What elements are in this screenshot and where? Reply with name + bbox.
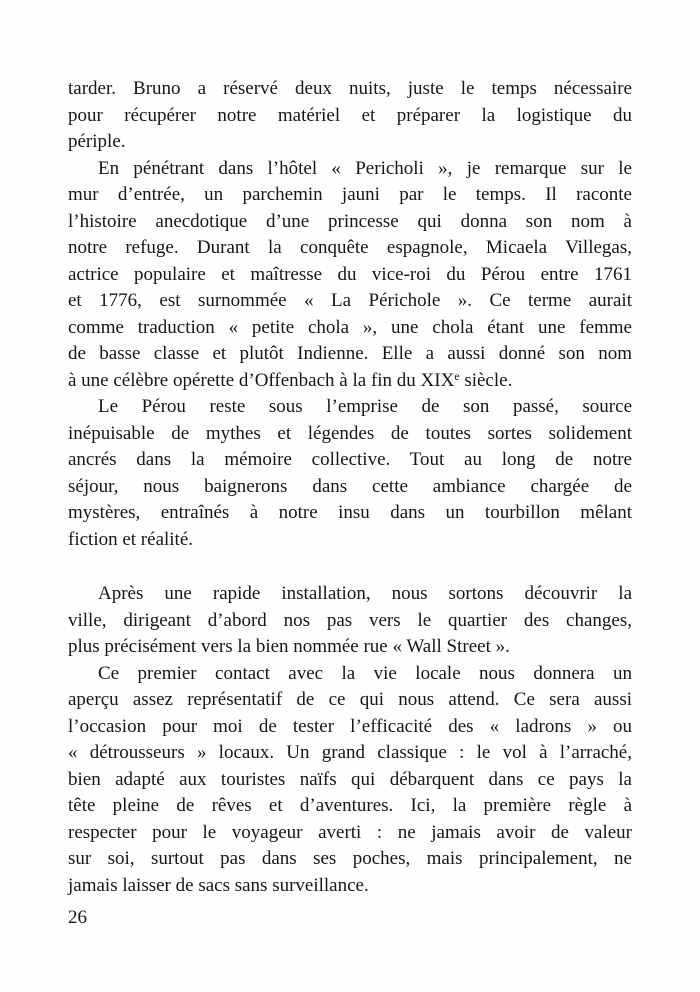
superscript-e: e [454, 370, 460, 384]
text-line: séjour, nous baignerons dans cette ambiance chargée de [68, 475, 632, 497]
text-line: aperçu assez représentatif de ce qui nous attend. Ce sera aussi [68, 689, 632, 710]
text-line: tarder. Bruno a réservé deux nuits, juste le temps nécessaire [68, 78, 632, 99]
text-line: plus précisément vers la bien nommée rue « Wall Street ». [68, 636, 510, 657]
page-text [68, 76, 632, 899]
text-line: Après une rapide installation, nous sortons découvrir la [98, 583, 632, 604]
text-line: En pénétrant dans l’hôtel « Pericholi », je remarque sur le [98, 157, 632, 179]
paragraph [68, 581, 632, 661]
text-line: mur d’entrée, un parchemin jauni par le temps. Il raconte [68, 184, 632, 205]
text-line: comme traduction « petite chola », une chola étant une femme [68, 316, 632, 338]
paragraph [68, 661, 632, 900]
text-line: ancrés dans la mémoire collective. Tout au long de notre [68, 449, 632, 470]
line-text: siècle. [459, 369, 513, 391]
text-line: respecter pour le voyageur averti : ne jamais avoir de valeur [68, 821, 632, 843]
text-line: inépuisable de mythes et légendes de toutes sortes solidement [68, 422, 632, 444]
line-text: à une célèbre opérette d’Offenbach à la fin du XIX [68, 369, 455, 391]
text-line: sur soi, surtout pas dans ses poches, mais principalement, ne [68, 848, 632, 869]
text-line: jamais laisser de sacs sans surveillance. [68, 874, 369, 896]
section-break [68, 553, 632, 581]
text-line: l’occasion pour moi de tester l’efficacité des « ladrons » ou [68, 715, 632, 737]
text-line: notre refuge. Durant la conquête espagnole, Micaela Villegas, [68, 237, 632, 258]
paragraph [68, 156, 632, 395]
paragraph [68, 394, 632, 553]
text-line: Ce premier contact avec la vie locale nous donnera un [98, 662, 632, 684]
text-line: Le Pérou reste sous l’emprise de son passé, source [98, 396, 632, 417]
paragraph [68, 76, 632, 156]
text-line: tête pleine de rêves et d’aventures. Ici, la première règle à [68, 795, 632, 816]
text-line: ville, dirigeant d’abord nos pas vers le quartier des changes, [68, 609, 632, 631]
text-line: de basse classe et plutôt Indienne. Elle a aussi donné son nom [68, 343, 632, 364]
text-line: l’histoire anecdotique d’une princesse qui donna son nom à [68, 210, 632, 232]
text-line: actrice populaire et maîtresse du vice-roi du Pérou entre 1761 [68, 263, 632, 285]
text-line: « détrousseurs » locaux. Un grand classique : le vol à l’arraché, [68, 742, 632, 763]
text-line: pour récupérer notre matériel et préparer la logistique du [68, 104, 632, 126]
text-line [68, 368, 632, 395]
text-line: périple. [68, 131, 126, 152]
page-number: 26 [68, 907, 87, 928]
text-line: bien adapté aux touristes naïfs qui débarquent dans ce pays la [68, 768, 632, 790]
text-line: et 1776, est surnommée « La Périchole ». Ce terme aurait [68, 290, 632, 311]
text-line: mystères, entraînés à notre insu dans un tourbillon mêlant [68, 502, 632, 523]
text-line: fiction et réalité. [68, 528, 194, 550]
